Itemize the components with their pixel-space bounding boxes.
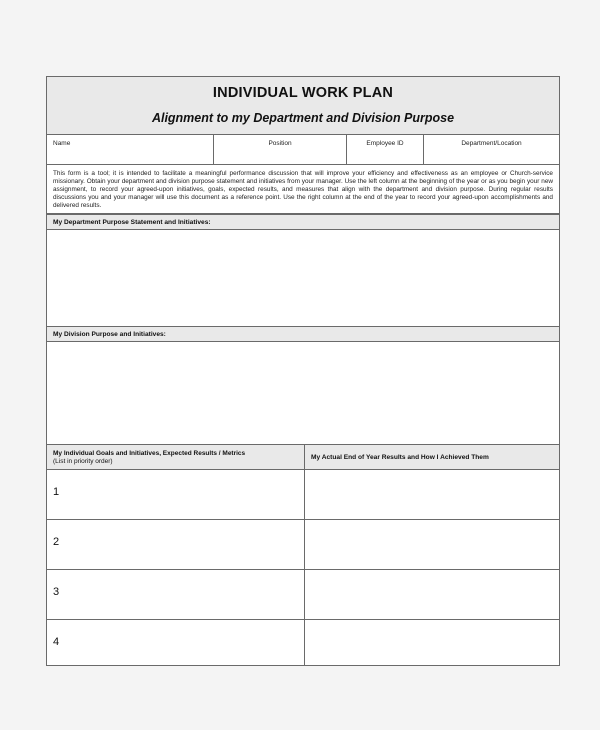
goals-right-header: My Actual End of Year Results and How I Achieved Them	[311, 454, 489, 461]
goal-number: 3	[53, 586, 60, 598]
goals-left-subtitle: (List in priority order)	[53, 458, 113, 465]
position-field[interactable]	[213, 135, 346, 164]
goals-left-title: My Individual Goals and Initiatives, Expected Results / Metrics	[53, 450, 246, 457]
division-section-label: My Division Purpose and Initiatives:	[53, 331, 166, 338]
goal-number: 1	[53, 486, 60, 498]
intro-text: This form is a tool; it is intended to facilitate a meaningful performance discussion that will improve your efficiency and effectiveness as an employee or Church-service missionary. Obtain your department and division purpose statement and initiatives from your manager. Use the left column at the beginning of the year or as you begin your new assignment, to record your agreed-upon initiatives, goals, expected results, and measures that align with the department and division purpose. During regular results discussions you and your manager will use this document as a reference point. Use the right column at the end of the year to record your agreed-upon accomplishments and delivered results.	[47, 166, 559, 214]
info-fields-row	[47, 135, 559, 165]
department-section-label: My Department Purpose Statement and Initiatives:	[53, 219, 211, 226]
goal-row[interactable]	[47, 520, 559, 570]
name-label: Name	[53, 140, 71, 147]
work-plan-form	[46, 76, 560, 666]
goal-row[interactable]	[47, 620, 559, 665]
goal-row[interactable]	[47, 470, 559, 520]
department-purpose-area[interactable]	[47, 231, 559, 326]
goal-number: 2	[53, 536, 60, 548]
department-location-field[interactable]	[423, 135, 559, 164]
division-section-header	[47, 326, 559, 342]
goal-number: 4	[53, 636, 60, 648]
employee-id-field[interactable]	[346, 135, 423, 164]
employee-id-label: Employee ID	[366, 140, 404, 147]
department-location-label: Department/Location	[461, 140, 522, 147]
goals-left-header	[53, 450, 245, 466]
form-title: INDIVIDUAL WORK PLAN	[212, 85, 394, 101]
form-subtitle: Alignment to my Department and Division Purpose	[151, 111, 455, 125]
position-label: Position	[268, 140, 292, 147]
goal-row[interactable]	[47, 570, 559, 620]
form-header	[47, 77, 559, 135]
name-field[interactable]	[47, 135, 213, 164]
division-purpose-area[interactable]	[47, 343, 559, 444]
goals-table-header	[47, 444, 559, 470]
department-section-header	[47, 214, 559, 230]
